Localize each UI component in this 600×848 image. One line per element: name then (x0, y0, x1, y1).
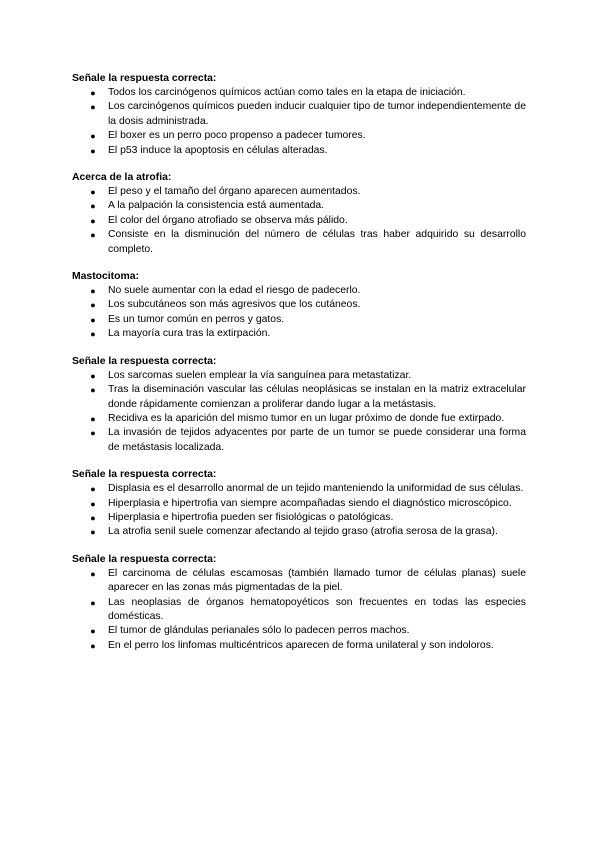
answer-option (72, 129, 526, 143)
answer-option (72, 426, 526, 455)
answer-options (72, 86, 526, 158)
answer-option (72, 185, 526, 199)
answer-options (72, 284, 526, 342)
answer-option-text: Displasia es el desarrollo anormal de un tejido manteniendo la uniformidad de sus células. (108, 483, 524, 495)
bullet-icon: ● (90, 215, 96, 226)
answer-option (72, 511, 526, 525)
answer-option (72, 412, 526, 426)
bullet-icon: ● (90, 370, 96, 381)
bullet-icon: ● (90, 597, 96, 608)
bullet-icon: ● (90, 385, 96, 396)
answer-options (72, 369, 526, 455)
answer-option (72, 86, 526, 100)
answer-option-text: Hiperplasia e hipertrofia van siempre acompañadas siendo el diagnóstico microscópico. (108, 497, 512, 509)
answer-option-text: Todos los carcinógenos químicos actúan como tales en la etapa de iniciación. (108, 87, 466, 98)
answer-option (72, 214, 526, 228)
question-block (72, 270, 526, 342)
document-body (72, 72, 526, 666)
question-title: Mastocitoma: (72, 271, 139, 283)
answer-option (72, 100, 526, 129)
bullet-icon: ● (90, 484, 96, 495)
bullet-icon: ● (90, 300, 96, 311)
answer-option (72, 144, 526, 158)
answer-option-text: En el perro los linfomas multicéntricos aparecen de forma unilateral y son indoloros. (108, 639, 494, 651)
answer-option (72, 624, 526, 638)
bullet-icon: ● (90, 640, 96, 651)
answer-option (72, 596, 526, 625)
question-block (72, 171, 526, 257)
answer-option-text: Recidiva es la aparición del mismo tumor en un lugar próximo de donde fue extirpado. (108, 412, 505, 424)
answer-option (72, 567, 526, 596)
bullet-icon: ● (90, 568, 96, 579)
bullet-icon: ● (90, 428, 96, 439)
answer-option-text: La invasión de tejidos adyacentes por parte de un tumor se puede considerar una forma de metástasis localizada. (108, 427, 526, 453)
answer-option (72, 199, 526, 213)
bullet-icon: ● (90, 187, 96, 198)
question-title: Señale la respuesta correcta: (72, 553, 217, 565)
bullet-icon: ● (90, 626, 96, 637)
bullet-icon: ● (90, 527, 96, 538)
answer-option-text: El color del órgano atrofiado se observa más pálido. (108, 214, 348, 226)
answer-option-text: A la palpación la consistencia está aumentada. (108, 200, 325, 212)
bullet-icon: ● (90, 102, 96, 113)
bullet-icon: ● (90, 512, 96, 523)
question-block (72, 355, 526, 455)
answer-option-text: Las neoplasias de órganos hematopoyéticos son frecuentes en todas las especies domésticas. (108, 596, 526, 622)
answer-option-text: Los carcinógenos químicos pueden inducir cualquier tipo de tumor independientemente de la dosis administrada. (108, 101, 526, 127)
bullet-icon: ● (90, 286, 96, 297)
bullet-icon: ● (90, 413, 96, 424)
answer-option-text: El tumor de glándulas perianales sólo lo padecen perros machos. (108, 625, 410, 637)
answer-option-text: Es un tumor común en perros y gatos. (108, 313, 285, 325)
answer-option (72, 284, 526, 298)
question-title: Acerca de la atrofia: (72, 172, 172, 184)
answer-option-text: La atrofia senil suele comenzar afectando al tejido graso (atrofia serosa de la grasa). (108, 526, 498, 538)
bullet-icon: ● (90, 329, 96, 340)
bullet-icon: ● (90, 145, 96, 156)
answer-option (72, 327, 526, 341)
bullet-icon: ● (90, 201, 96, 212)
answer-option-text: El peso y el tamaño del órgano aparecen aumentados. (108, 186, 361, 198)
question-block (72, 468, 526, 540)
bullet-icon: ● (90, 230, 96, 241)
answer-options (72, 567, 526, 653)
answer-option (72, 383, 526, 412)
answer-option (72, 639, 526, 653)
question-title: Señale la respuesta correcta: (72, 355, 217, 367)
question-block (72, 553, 526, 653)
answer-option-text: Consiste en la disminución del número de células tras haber adquirido su desarrollo completo. (108, 229, 526, 255)
answer-option (72, 525, 526, 539)
answer-option-text: Los sarcomas suelen emplear la vía sanguínea para metastatizar. (108, 369, 412, 381)
bullet-icon: ● (90, 88, 96, 98)
question-title: Señale la respuesta correcta: (72, 469, 217, 481)
answer-option (72, 313, 526, 327)
answer-options (72, 482, 526, 540)
answer-option (72, 369, 526, 383)
answer-option-text: Tras la diseminación vascular las células neoplásicas se instalan en la matriz extracelular donde rápidamente comienzan a proliferar dando lugar a la metástasis. (108, 384, 526, 410)
answer-option (72, 482, 526, 496)
answer-option-text: Los subcutáneos son más agresivos que los cutáneos. (108, 299, 361, 311)
bullet-icon: ● (90, 131, 96, 142)
answer-option-text: Hiperplasia e hipertrofia pueden ser fisiológicas o patológicas. (108, 511, 394, 523)
answer-option (72, 497, 526, 511)
answer-option-text: No suele aumentar con la edad el riesgo de padecerlo. (108, 285, 361, 297)
answer-option (72, 228, 526, 257)
answer-option-text: El carcinoma de células escamosas (también llamado tumor de células planas) suele aparecer en las zonas más pigmentadas de la piel. (108, 567, 526, 594)
answer-option-text: El p53 induce la apoptosis en células alteradas. (108, 144, 328, 156)
answer-option-text: La mayoría cura tras la extirpación. (108, 328, 271, 340)
question-title: Señale la respuesta correcta: (72, 73, 217, 84)
answer-option-text: El boxer es un perro poco propenso a padecer tumores. (108, 130, 366, 142)
answer-option (72, 298, 526, 312)
answer-options (72, 185, 526, 257)
bullet-icon: ● (90, 498, 96, 509)
bullet-icon: ● (90, 314, 96, 325)
question-block (72, 72, 526, 158)
